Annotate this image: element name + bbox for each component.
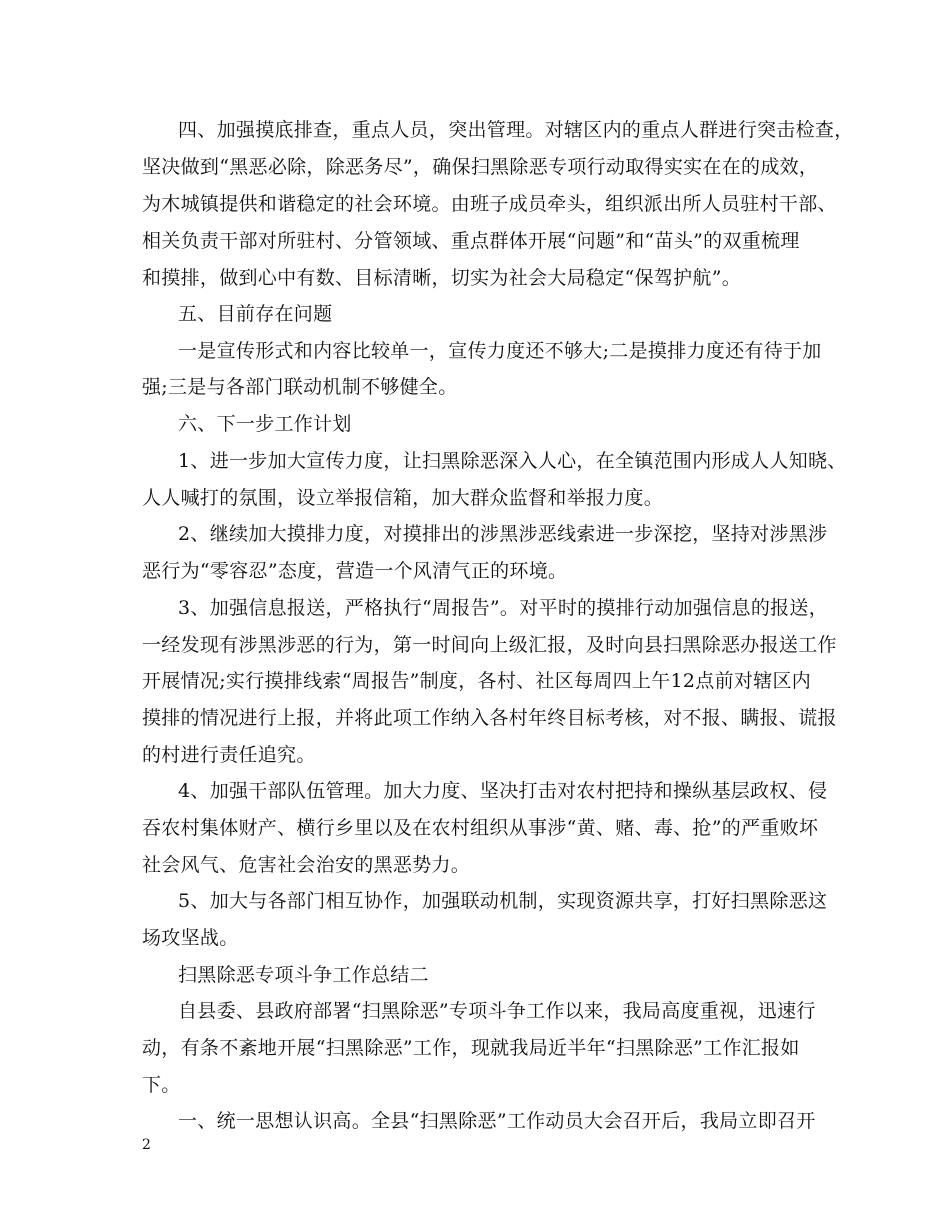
section-heading: 六、下一步工作计划 <box>178 413 352 435</box>
paragraph-line: 一、统一思想认识高。全县“扫黑除恶”工作动员大会召开后，我局立即召开 <box>178 1110 816 1132</box>
paragraph-line: 的村进行责任追究。 <box>142 744 316 766</box>
paragraph-line: 3、加强信息报送，严格执行“周报告”。对平时的摸排行动加强信息的报送， <box>178 597 829 619</box>
page-number: 2 <box>142 1137 151 1153</box>
paragraph-line: 四、加强摸底排查，重点人员，突出管理。对辖区内的重点人群进行突击检查， <box>178 119 854 141</box>
document-subtitle: 扫黑除恶专项斗争工作总结二 <box>178 964 429 986</box>
paragraph-line: 人人喊打的氛围，设立举报信箱，加大群众监督和举报力度。 <box>142 487 664 509</box>
paragraph-line: 1、进一步加大宣传力度，让扫黑除恶深入人心，在全镇范围内形成人人知晓、 <box>178 450 847 472</box>
paragraph-line: 坚决做到“黑恶必除，除恶务尽”，确保扫黑除恶专项行动取得实实在在的成效， <box>142 156 819 178</box>
paragraph-line: 5、加大与各部门相互协作，加强联动机制，实现资源共享，打好扫黑除恶这 <box>178 890 828 912</box>
paragraph-line: 和摸排，做到心中有数、目标清晰，切实为社会大局稳定“保驾护航”。 <box>142 267 742 289</box>
paragraph-line: 相关负责干部对所驻村、分管领域、重点群体开展“问题”和“苗头”的双重梳理 <box>142 230 800 252</box>
paragraph-line: 社会风气、危害社会治安的黑恶势力。 <box>142 854 471 876</box>
paragraph-line: 动，有条不紊地开展“扫黑除恶”工作，现就我局近半年“扫黑除恶”工作汇报如 <box>142 1037 800 1059</box>
paragraph-line: 为木城镇提供和谐稳定的社会环境。由班子成员牵头，组织派出所人员驻村干部、 <box>142 193 837 215</box>
paragraph-line: 2、继续加大摸排力度，对摸排出的涉黑涉恶线索进一步深挖，坚持对涉黑涉 <box>178 523 828 545</box>
paragraph-line: 摸排的情况进行上报，并将此项工作纳入各村年终目标考核，对不报、瞒报、谎报 <box>142 707 837 729</box>
paragraph-line: 一经发现有涉黑涉恶的行为，第一时间向上级汇报，及时向县扫黑除恶办报送工作 <box>142 634 837 656</box>
paragraph-line: 4、加强干部队伍管理。加大力度、坚决打击对农村把持和操纵基层政权、侵 <box>178 780 828 802</box>
section-heading: 五、目前存在问题 <box>178 303 333 325</box>
paragraph-line: 开展情况;实行摸排线索“周报告”制度，各村、社区每周四上午12点前对辖区内 <box>142 670 812 692</box>
paragraph-line: 自县委、县政府部署“扫黑除恶”专项斗争工作以来，我局高度重视，迅速行 <box>178 1000 816 1022</box>
paragraph-line: 恶行为“零容忍”态度，营造一个风清气正的环境。 <box>142 560 568 582</box>
paragraph-line: 吞农村集体财产、横行乡里以及在农村组织从事涉“黄、赌、毒、抢”的严重败坏 <box>142 817 819 839</box>
paragraph-line: 一是宣传形式和内容比较单一，宣传力度还不够大;二是摸排力度还有待于加 <box>178 340 822 362</box>
paragraph-line: 强;三是与各部门联动机制不够健全。 <box>142 376 458 398</box>
paragraph-line: 下。 <box>142 1074 181 1096</box>
paragraph-line: 场攻坚战。 <box>142 927 239 949</box>
